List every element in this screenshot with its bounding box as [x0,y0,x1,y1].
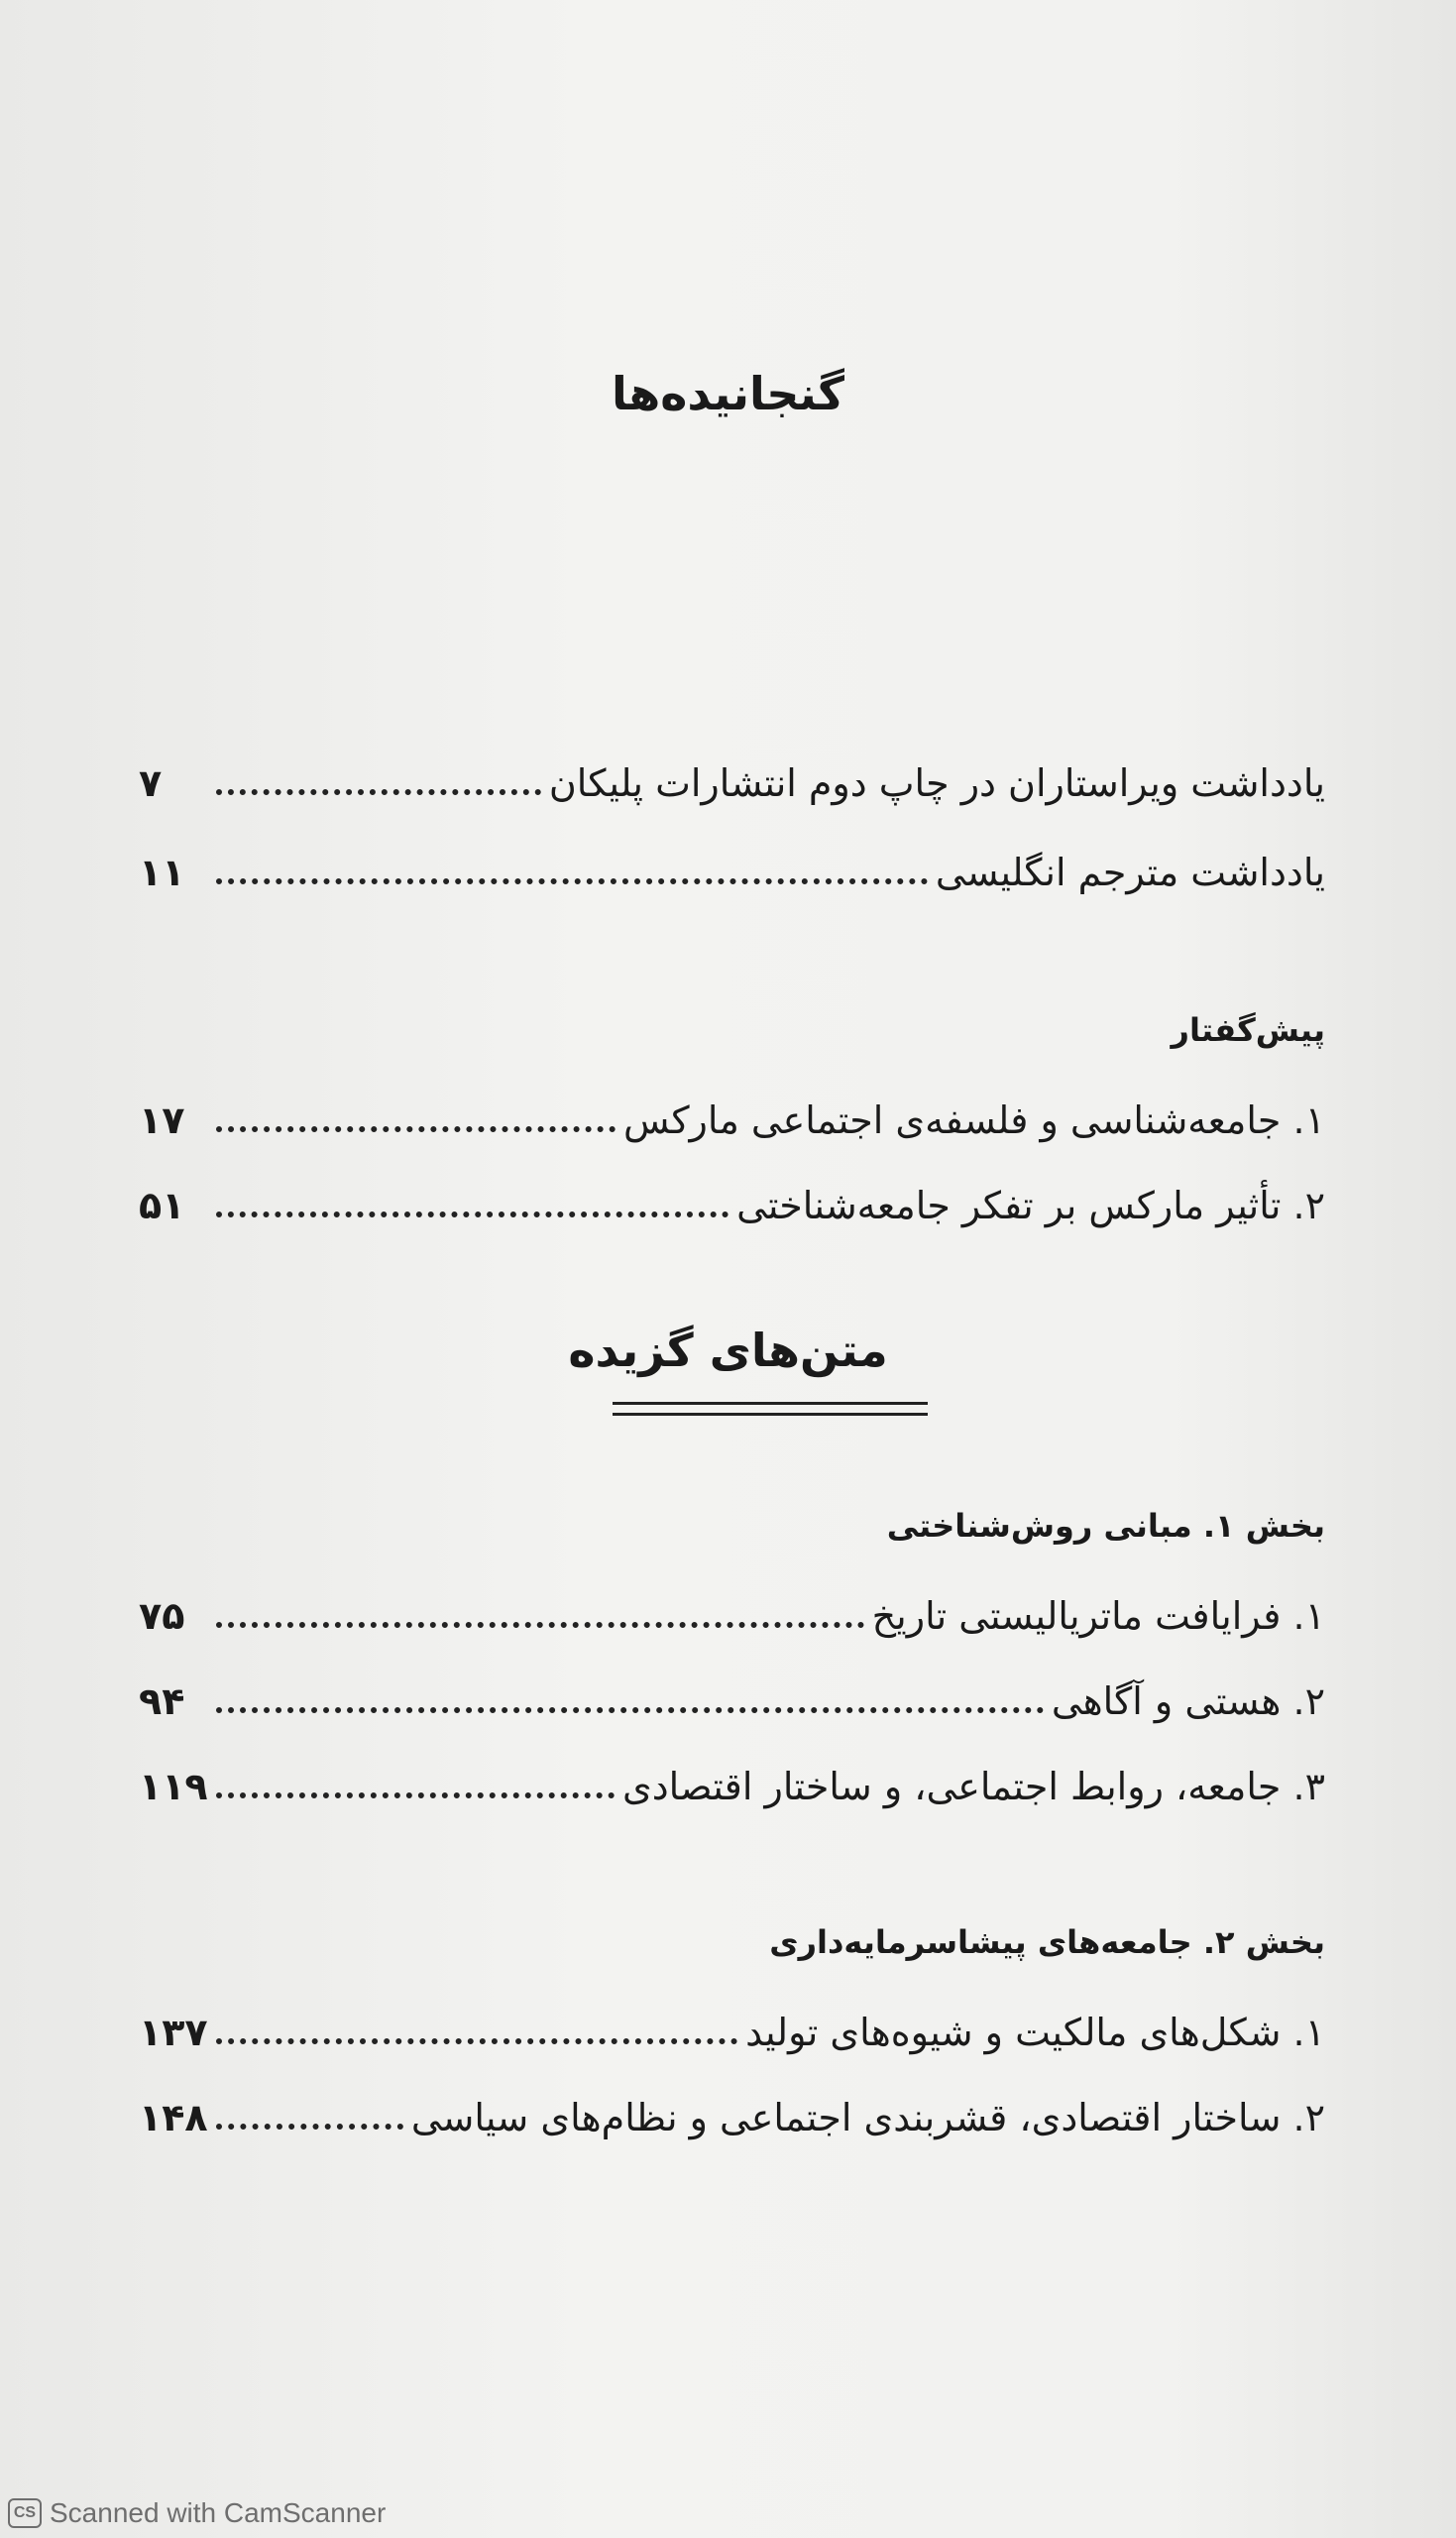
dot-leader [216,1707,1044,1713]
dot-leader [216,878,928,884]
toc-entry-text: ۲. تأثیر مارکس بر تفکر جامعه‌شناختی [736,1184,1325,1227]
toc-entry [139,1168,1325,1227]
toc-entry-text: ۱. جامعه‌شناسی و فلسفه‌ی اجتماعی مارکس [623,1098,1325,1142]
toc-entry-text: یادداشت ویراستاران در چاپ دوم انتشارات پلیکان [548,761,1325,805]
dot-leader [216,1211,728,1217]
dot-leader [216,1792,615,1798]
toc-entry-translator-note [139,835,1325,894]
toc-entry-text: ۲. هستی و آگاهی [1051,1679,1325,1723]
toc-page-number: ۹۴ [139,1679,185,1723]
toc-page-number: ۱۳۷ [139,2011,208,2054]
toc-entry [139,1995,1325,2054]
dot-leader [216,1126,616,1132]
toc-entry-text: ۳. جامعه، روابط اجتماعی، و ساختار اقتصادی [622,1765,1325,1808]
part1-heading: بخش ۱. مبانی روش‌شناختی [886,1507,1325,1545]
toc-page-number: ۱۱۹ [139,1765,208,1808]
page-title: گنجانیده‌ها [612,367,844,420]
camscanner-logo-icon: CS [8,2498,42,2528]
dot-leader [216,2038,737,2044]
toc-page-number: ۱۴۸ [139,2096,208,2139]
toc-entry-text: ۱. شکل‌های مالکیت و شیوه‌های تولید [745,2011,1325,2054]
toc-entry-editors-note [139,746,1325,805]
dot-leader [216,789,541,795]
scanner-watermark [8,2498,386,2528]
dot-leader [216,1622,864,1628]
toc-entry [139,1749,1325,1808]
toc-entry-text: یادداشت مترجم انگلیسی [935,851,1325,894]
toc-page-number: ۷ [139,761,163,805]
toc-entry [139,1083,1325,1142]
dot-leader [216,2124,403,2130]
toc-entry [139,1664,1325,1723]
toc-entry [139,2080,1325,2139]
selected-texts-title: متن‌های گزیده [568,1324,888,1377]
toc-page-number: ۵۱ [139,1184,185,1227]
toc-page-number: ۷۵ [139,1594,185,1638]
toc-page-number: ۱۷ [139,1098,185,1142]
toc-entry-text: ۲. ساختار اقتصادی، قشربندی اجتماعی و نظام‌های سیاسی [410,2096,1325,2139]
title-underline [613,1402,928,1416]
toc-page-number: ۱۱ [139,851,185,894]
preface-heading: پیش‌گفتار [1171,1011,1325,1049]
part2-heading: بخش ۲. جامعه‌های پیشاسرمایه‌داری [769,1923,1325,1961]
toc-entry [139,1578,1325,1638]
toc-entry-text: ۱. فرایافت ماتریالیستی تاریخ [871,1594,1325,1638]
watermark-text: Scanned with CamScanner [50,2497,387,2528]
